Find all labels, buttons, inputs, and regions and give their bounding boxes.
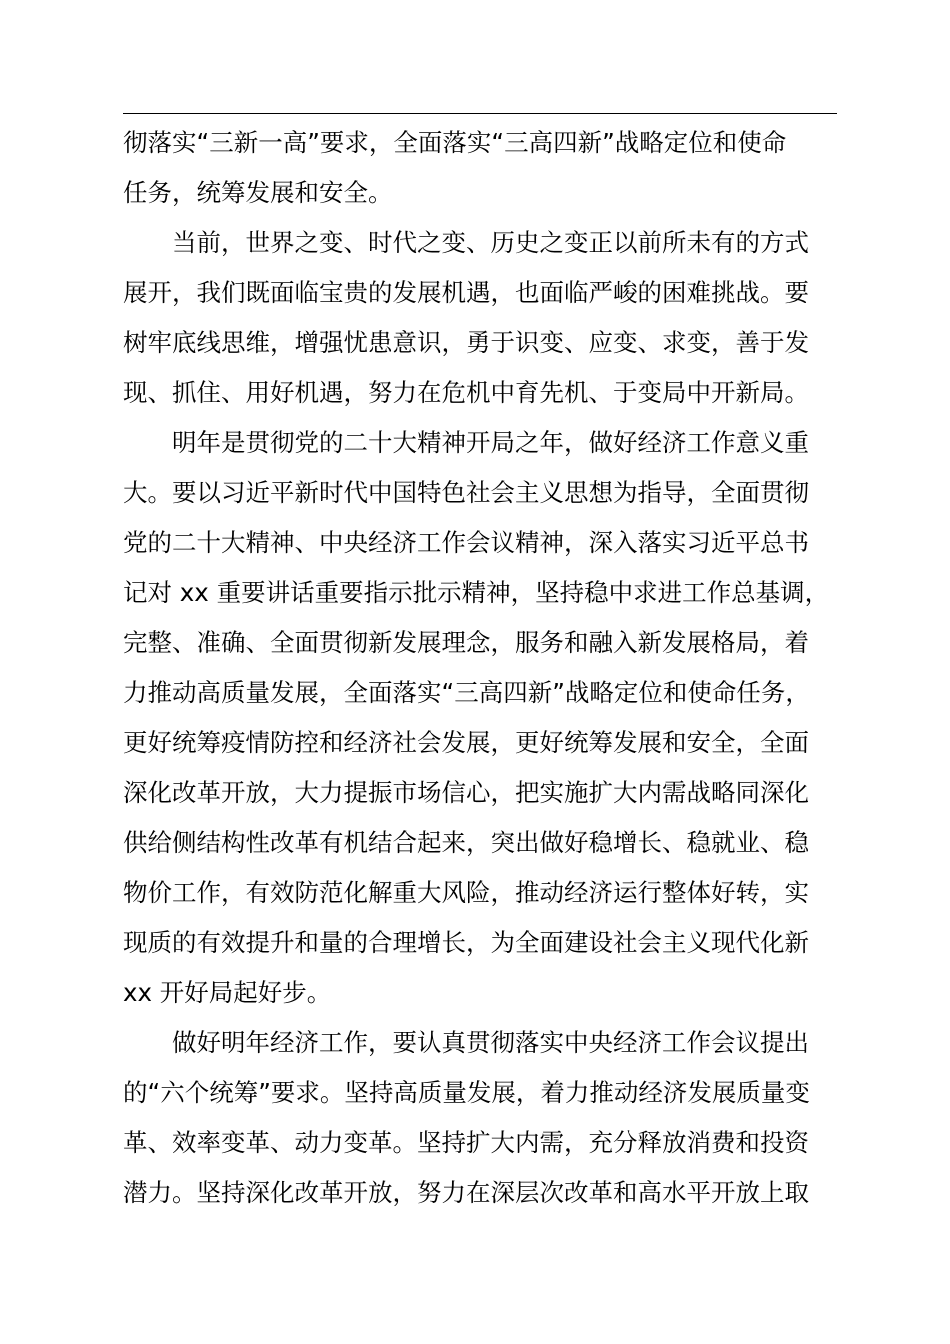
text-line: 深化改革开放，大力提振市场信心，把实施扩大内需战略同深化 (123, 778, 809, 807)
text-line: 大。要以习近平新时代中国特色社会主义思想为指导，全面贯彻 (123, 478, 809, 507)
text-line: 供给侧结构性改革有机结合起来，突出做好稳增长、稳就业、稳 (123, 828, 809, 857)
text-line: 力推动高质量发展，全面落实“三高四新”战略定位和使命任务， (123, 678, 810, 707)
text-line: 做好明年经济工作，要认真贯彻落实中央经济工作会议提出 (172, 1028, 809, 1057)
text-line: 记对 xx 重要讲话重要指示批示精神，坚持稳中求进工作总基调， (123, 578, 830, 607)
text-line: 明年是贯彻党的二十大精神开局之年，做好经济工作意义重 (172, 428, 809, 457)
text-line: 物价工作，有效防范化解重大风险，推动经济运行整体好转，实 (123, 878, 809, 907)
text-line: 当前，世界之变、时代之变、历史之变正以前所未有的方式 (172, 228, 809, 257)
text-line: 更好统筹疫情防控和经济社会发展，更好统筹发展和安全，全面 (123, 728, 809, 757)
text-line: 完整、准确、全面贯彻新发展理念，服务和融入新发展格局，着 (123, 628, 809, 657)
text-line: 现质的有效提升和量的合理增长，为全面建设社会主义现代化新 (123, 928, 809, 957)
body-text (123, 118, 863, 1218)
text-line: 彻落实“三新一高”要求，全面落实“三高四新”战略定位和使命 (123, 128, 787, 157)
text-line: 的“六个统筹”要求。坚持高质量发展，着力推动经济发展质量变 (123, 1078, 810, 1107)
text-line: 潜力。坚持深化改革开放，努力在深层次改革和高水平开放上取 (123, 1178, 809, 1207)
text-line: 现、抓住、用好机遇，努力在危机中育先机、于变局中开新局。 (123, 378, 809, 407)
paragraph-2 (123, 218, 863, 418)
text-line: 革、效率变革、动力变革。坚持扩大内需，充分释放消费和投资 (123, 1128, 809, 1157)
text-line: xx 开好局起好步。 (123, 978, 332, 1007)
paragraph-3 (123, 418, 863, 1018)
text-line: 党的二十大精神、中央经济工作会议精神，深入落实习近平总书 (123, 528, 809, 557)
text-line: 树牢底线思维，增强忧患意识，勇于识变、应变、求变，善于发 (123, 328, 809, 357)
text-line: 任务，统筹发展和安全。 (123, 178, 393, 207)
header-rule (123, 113, 837, 114)
text-line: 展开，我们既面临宝贵的发展机遇，也面临严峻的困难挑战。要 (123, 278, 809, 307)
paragraph-1 (123, 118, 863, 218)
paragraph-4 (123, 1018, 863, 1218)
